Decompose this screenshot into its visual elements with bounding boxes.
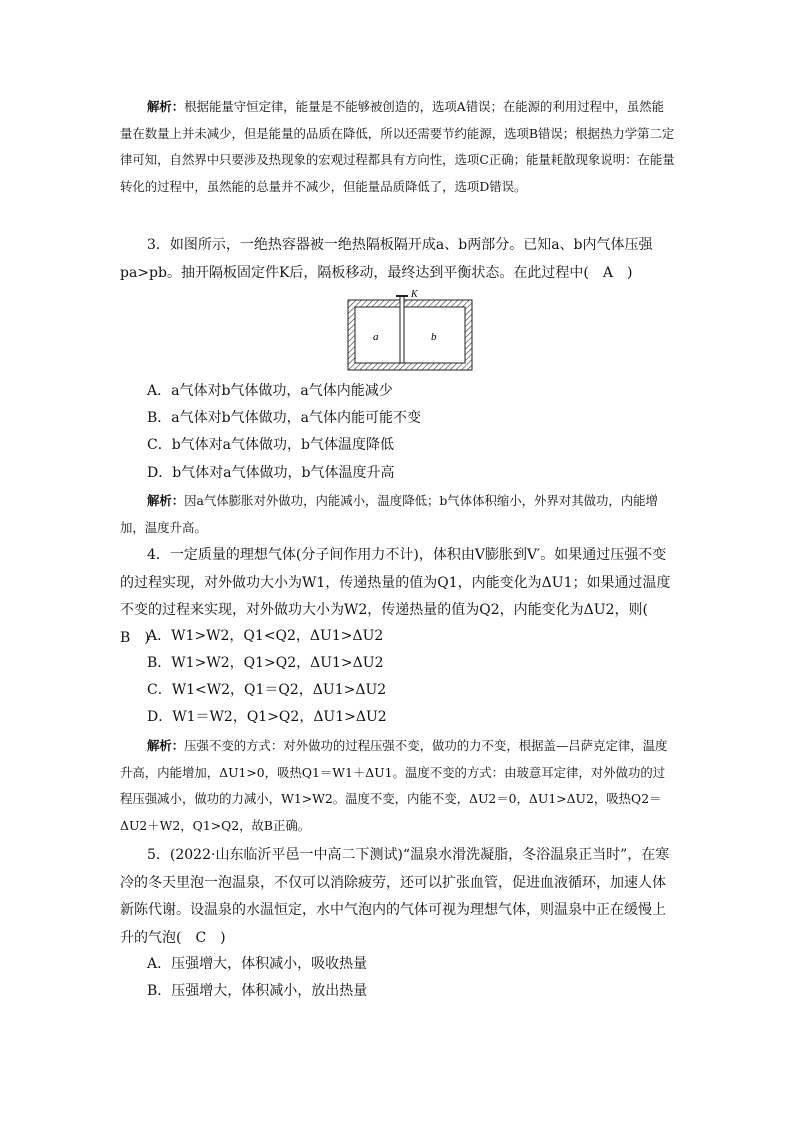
label-a: a	[373, 331, 379, 343]
question-4-option-b: B．W1>W2，Q1>Q2，ΔU1>ΔU2	[147, 655, 384, 671]
analysis-text: 压强不变的方式：对外做功的过程压强不变，做功的力不变，根据盖—吕萨克定律，温度升高，内能增加，ΔU1>0，吸热Q1＝W1＋ΔU1。温度不变的方式：由玻意耳定律，对外做功的过程压强减小，做功的力减小，W1>W2。温度不变，内能不变，ΔU2＝0，ΔU1>ΔU2，吸热Q2＝ΔU2＋W2，Q1>Q2，故B正确。	[120, 738, 668, 833]
analysis-label: 解析：	[147, 99, 185, 114]
analysis-text: 根据能量守恒定律，能量是不能够被创造的，选项A错误；在能源的利用过程中，虽然能量在数量上并未减少，但是能量的品质在降低，所以还需要节约能源，选项B错误；根据热力学第二定律可知，自然界中只要涉及热现象的宏观过程都具有方向性，选项C正确；能量耗散现象说明：在能量转化的过程中，虽然能的总量并不减少，但能量品质降低了，选项D错误。	[120, 99, 675, 194]
analysis-q3	[120, 488, 675, 541]
question-3-option-a: A．a气体对b气体做功，a气体内能减少	[147, 383, 393, 399]
analysis-q4	[120, 733, 675, 839]
question-3-option-d: D．b气体对a气体做功，b气体温度升高	[147, 465, 395, 481]
analysis-label: 解析：	[147, 493, 185, 508]
analysis-q2	[120, 94, 675, 200]
question-4-stem: 4．一定质量的理想气体(分子间作用力不计)，体积由V膨胀到V′。如果通过压强不变的过程实现，对外做功大小为W1，传递热量的值为Q1，内能变化为ΔU1；如果通过温度不变的过程来实现，对外做功大小为W2，传递热量的值为Q2，内能变化为ΔU2，则( B )	[120, 547, 671, 646]
label-k: K	[411, 289, 418, 300]
analysis-text: 因a气体膨胀对外做功，内能减小，温度降低；b气体体积缩小，外界对其做功，内能增加，温度升高。	[120, 493, 658, 535]
question-5-option-b: B．压强增大，体积减小，放出热量	[147, 983, 368, 999]
question-3-option-c: C．b气体对a气体做功，b气体温度降低	[147, 437, 394, 453]
analysis-label: 解析：	[147, 738, 185, 753]
label-b: b	[431, 331, 437, 343]
question-4-option-c: C．W1<W2，Q1＝Q2，ΔU1>ΔU2	[147, 682, 387, 698]
partition-plate	[400, 296, 404, 363]
question-4-option-a: A．W1>W2，Q1<Q2，ΔU1>ΔU2	[147, 628, 384, 644]
insulated-container-figure	[345, 288, 475, 373]
question-4-option-d: D．W1＝W2，Q1>Q2，ΔU1>ΔU2	[147, 709, 387, 725]
question-5-option-a: A．压强增大，体积减小，吸收热量	[147, 956, 368, 972]
container-inner	[355, 307, 465, 363]
question-3-option-b: B．a气体对b气体做功，a气体内能可能不变	[147, 410, 421, 426]
question-5-stem: 5．(2022·山东临沂平邑一中高二下测试)“温泉水滑洗凝脂，冬浴温泉正当时”，在寒冷的冬天里泡一泡温泉，不仅可以消除疲劳，还可以扩张血管，促进血液循环，加速人体新陈代谢。设温泉的水温恒定，水中气泡内的气体可视为理想气体，则温泉中正在缓慢上升的气泡( C )	[120, 847, 670, 946]
question-3-stem: 3．如图所示，一绝热容器被一绝热隔板隔开成a、b两部分。已知a、b内气体压强pa>pb。抽开隔板固定件K后，隔板移动，最终达到平衡状态。在此过程中( A )	[120, 237, 653, 281]
